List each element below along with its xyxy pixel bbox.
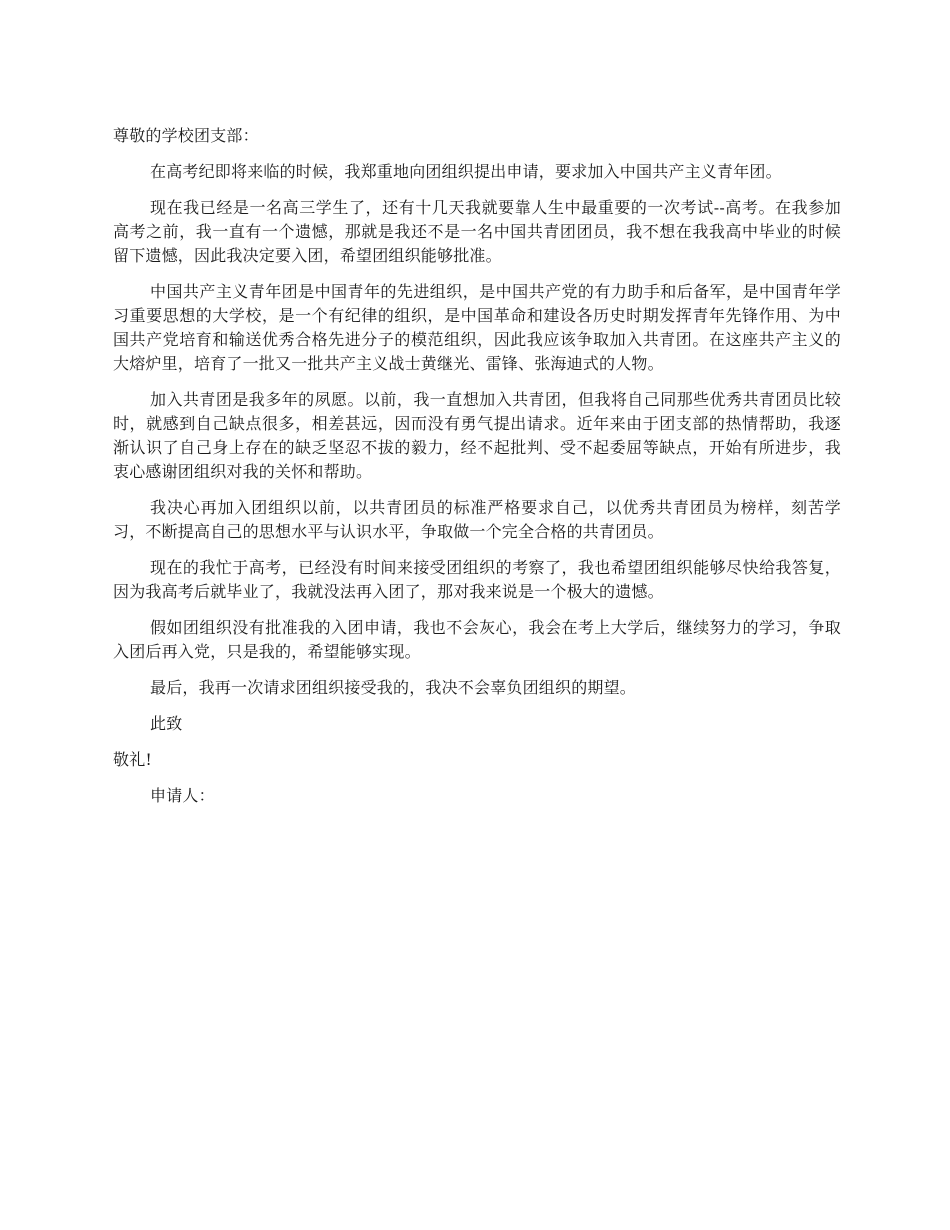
paragraph: 假如团组织没有批准我的入团申请，我也不会灰心，我会在考上大学后，继续努力的学习，争取入团后再入党，只是我的，希望能够实现。 [113,618,841,661]
applicant-signature-label: 申请人： [150,786,215,805]
letter-body [113,124,841,820]
paragraph: 加入共青团是我多年的夙愿。以前，我一直想加入共青团，但我将自己同那些优秀共青团员比较时，就感到自己缺点很多，相差甚远，因而没有勇气提出请求。近年来由于团支部的热情帮助，我逐渐认识了自己身上存在的缺乏坚忍不拔的毅力，经不起批判、受不起委屈等缺点，开始有所进步，我衷心感谢团组织对我的关怀和帮助。 [113,390,841,481]
paragraph: 我决心再加入团组织以前，以共青团员的标准严格要求自己，以优秀共青团员为榜样，刻苦学习，不断提高自己的思想水平与认识水平，争取做一个完全合格的共青团员。 [113,498,841,541]
closing-phrase: 此致 [150,714,183,733]
paragraph: 最后，我再一次请求团组织接受我的，我决不会辜负团组织的期望。 [150,678,637,697]
closing-salute: 敬礼! [113,750,153,769]
salutation: 尊敬的学校团支部： [113,126,259,145]
paragraph: 现在我已经是一名高三学生了，还有十几天我就要靠人生中最重要的一次考试--高考。在我参加高考之前，我一直有一个遗憾，那就是我还不是一名中国共青团团员，我不想在我我高中毕业的时候留下遗憾，因此我决定要入团，希望团组织能够批准。 [113,198,841,265]
paragraph: 中国共产主义青年团是中国青年的先进组织，是中国共产党的有力助手和后备军，是中国青年学习重要思想的大学校，是一个有纪律的组织，是中国革命和建设各历史时期发挥青年先锋作用、为中国共产党培育和输送优秀合格先进分子的模范组织，因此我应该争取加入共青团。在这座共产主义的大熔炉里，培育了一批又一批共产主义战士黄继光、雷锋、张海迪式的人物。 [113,282,841,373]
paragraph: 在高考纪即将来临的时候，我郑重地向团组织提出申请，要求加入中国共产主义青年团。 [150,162,782,181]
paragraph: 现在的我忙于高考，已经没有时间来接受团组织的考察了，我也希望团组织能够尽快给我答复，因为我高考后就毕业了，我就没法再入团了，那对我来说是一个极大的遗憾。 [113,558,841,601]
